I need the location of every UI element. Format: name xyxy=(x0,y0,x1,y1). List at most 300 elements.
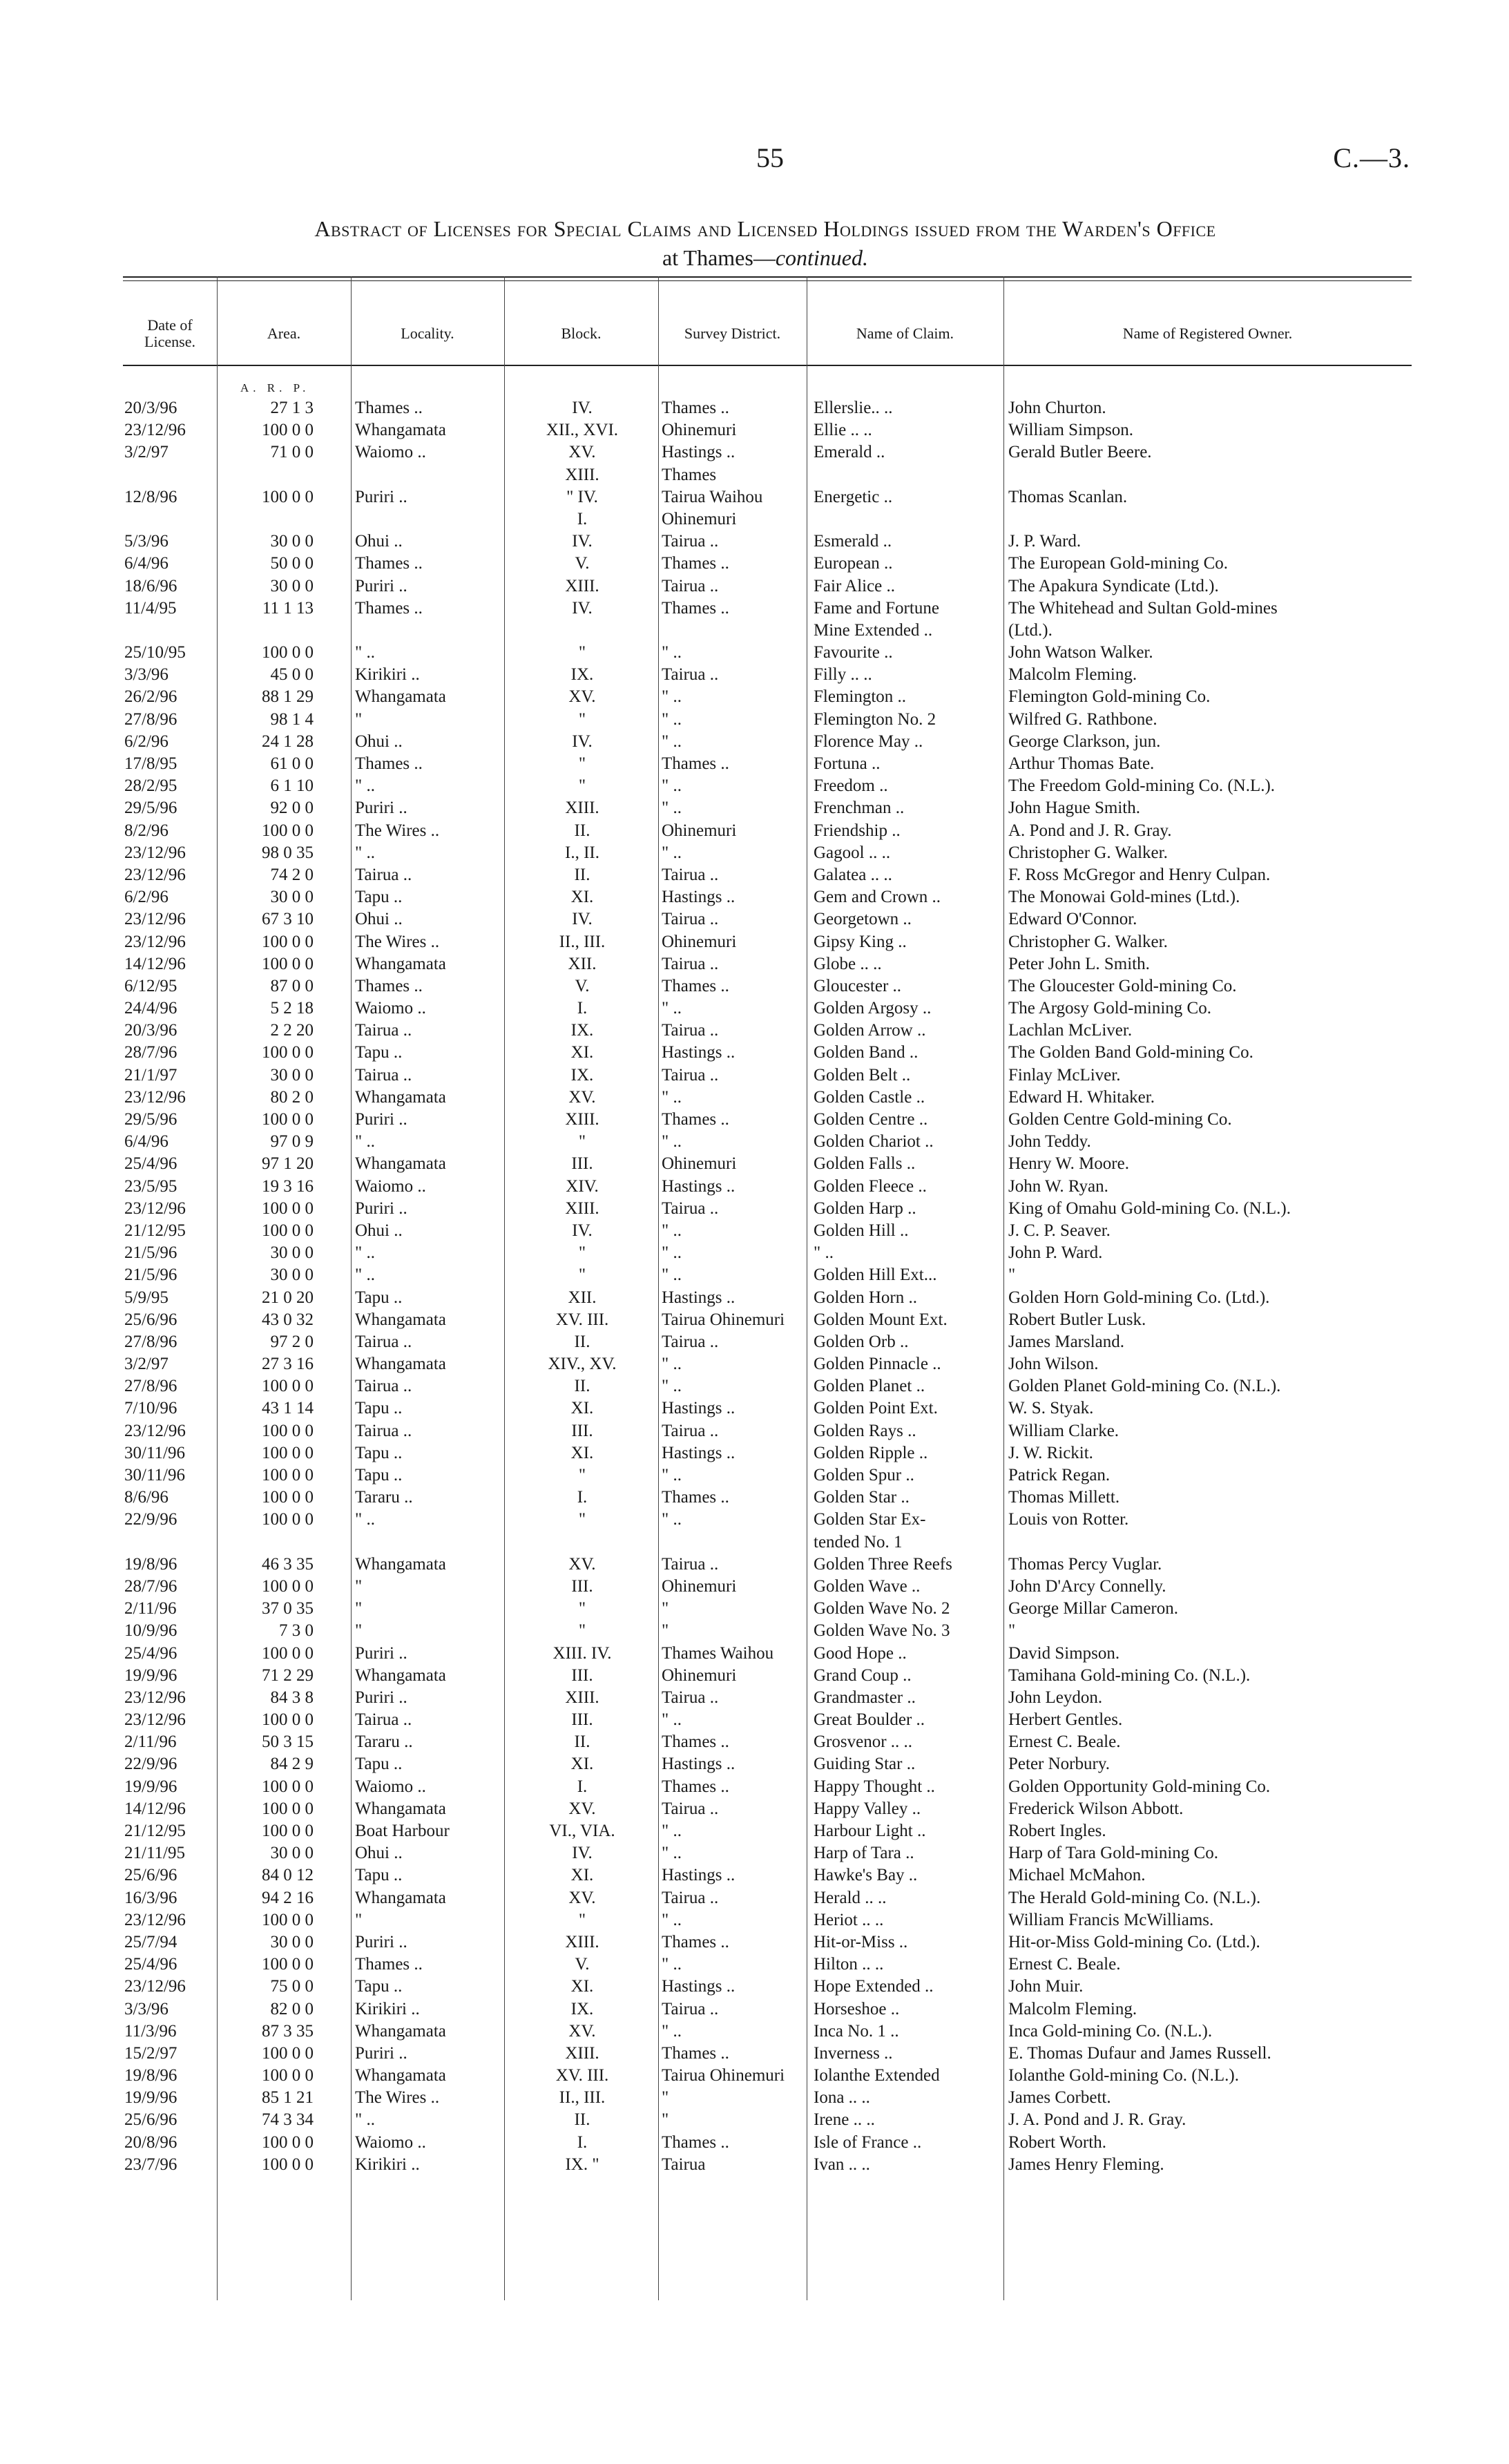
table-row xyxy=(123,1176,1412,1198)
district-cell: " .. xyxy=(662,1466,682,1484)
block-cell: IV. xyxy=(572,532,593,551)
owner-name-cell: The Argosy Gold-mining Co. xyxy=(1008,999,1211,1018)
date-cell: 12/8/96 xyxy=(124,487,177,506)
date-cell: 3/3/96 xyxy=(124,665,169,685)
area-cell: 80 2 0 xyxy=(270,1087,314,1107)
locality-cell: Tapu .. xyxy=(355,1466,403,1484)
owner-name-cell: Robert Ingles. xyxy=(1008,1822,1106,1840)
locality-cell: Puriri .. xyxy=(355,1932,407,1951)
locality-cell: " .. xyxy=(355,1510,375,1529)
block-cell: XIII. xyxy=(565,1110,599,1129)
block-cell: IV. xyxy=(572,399,593,417)
district-cell: " .. xyxy=(662,1132,682,1152)
district-cell: " .. xyxy=(662,1822,682,1840)
area-cell: 21 0 20 xyxy=(262,1288,314,1307)
table-row xyxy=(123,1442,1412,1464)
owner-name-cell: Gerald Butler Beere. xyxy=(1008,443,1152,462)
block-cell: XV. xyxy=(568,687,596,707)
table-row xyxy=(123,1220,1412,1242)
date-cell: 14/12/96 xyxy=(124,1799,186,1818)
block-cell: II. xyxy=(574,1377,590,1396)
claim-name-cell: Golden Point Ext. xyxy=(814,1399,938,1418)
owner-name-cell: Wilfred G. Rathbone. xyxy=(1008,709,1157,729)
claim-name-cell: Golden Centre .. xyxy=(814,1110,928,1129)
area-cell: 27 1 3 xyxy=(270,399,314,417)
date-cell: 21/5/96 xyxy=(124,1243,177,1263)
title-sub-line xyxy=(123,243,1407,272)
table-row xyxy=(123,797,1412,819)
claim-name-cell: Globe .. .. xyxy=(814,954,882,973)
date-cell: 11/4/95 xyxy=(124,598,177,618)
date-cell: 6/12/95 xyxy=(124,976,177,995)
date-cell: 23/12/96 xyxy=(124,421,186,440)
district-cell: " .. xyxy=(662,1355,682,1374)
date-cell: 23/12/96 xyxy=(124,1710,186,1730)
locality-cell: Thames .. xyxy=(355,399,423,417)
area-cell: 100 0 0 xyxy=(262,487,314,506)
claim-name-cell: Ivan .. .. xyxy=(814,2155,870,2174)
date-cell: 27/8/96 xyxy=(124,1332,177,1351)
district-cell: Thames .. xyxy=(662,598,729,618)
owner-name-cell: John Teddy. xyxy=(1008,1132,1091,1152)
date-cell: 19/8/96 xyxy=(124,1554,177,1574)
owner-name-cell: Malcolm Fleming. xyxy=(1008,665,1137,685)
district-cell: Thames .. xyxy=(662,399,729,417)
block-cell: II. xyxy=(574,2110,590,2130)
block-cell: " xyxy=(578,1466,586,1484)
district-cell: Tairua .. xyxy=(662,954,719,973)
date-cell: 25/6/96 xyxy=(124,1310,177,1329)
district-cell: " .. xyxy=(662,843,682,862)
district-cell: Thames .. xyxy=(662,554,729,573)
claim-name-cell: Golden Orb .. xyxy=(814,1332,909,1351)
owner-name-cell: Harp of Tara Gold-mining Co. xyxy=(1008,1844,1218,1863)
claim-name-cell: Galatea .. .. xyxy=(814,865,892,884)
district-cell: " .. xyxy=(662,1955,682,1974)
table-row xyxy=(123,620,1412,642)
district-cell: " .. xyxy=(662,999,682,1018)
claim-name-cell: Golden Arrow .. xyxy=(814,1021,926,1040)
block-cell: II., III. xyxy=(559,2088,606,2108)
date-cell: 18/6/96 xyxy=(124,576,177,595)
area-cell: 100 0 0 xyxy=(262,1777,314,1796)
area-cell: 45 0 0 xyxy=(270,665,314,685)
claim-name-cell: Fortuna .. xyxy=(814,754,881,773)
claim-name-cell: Golden Argosy .. xyxy=(814,999,932,1018)
owner-name-cell: Christopher G. Walker. xyxy=(1008,843,1168,862)
table-row xyxy=(123,2043,1412,2065)
block-cell: " xyxy=(578,776,586,796)
locality-cell: Puriri .. xyxy=(355,1643,407,1663)
claim-name-cell: Iona .. .. xyxy=(814,2088,870,2108)
owner-name-cell: Patrick Regan. xyxy=(1008,1466,1111,1484)
block-cell: XIII. xyxy=(565,2043,599,2063)
table-row xyxy=(123,842,1412,864)
district-cell: " xyxy=(662,1599,669,1618)
locality-cell: Ohui .. xyxy=(355,732,403,751)
table-row xyxy=(123,1198,1412,1220)
document-reference: C.—3. xyxy=(1333,142,1410,173)
owner-name-cell: J. A. Pond and J. R. Gray. xyxy=(1008,2110,1186,2130)
licenses-table xyxy=(123,276,1412,2300)
locality-cell: " .. xyxy=(355,643,375,662)
owner-name-cell: Golden Centre Gold-mining Co. xyxy=(1008,1110,1232,1129)
date-cell: 29/5/96 xyxy=(124,799,177,818)
district-cell: Thames .. xyxy=(662,754,729,773)
area-cell: 30 0 0 xyxy=(270,576,314,595)
area-units: A. R. P. xyxy=(240,381,310,394)
owner-name-cell: Edward O'Connor. xyxy=(1008,910,1137,929)
area-cell: 82 0 0 xyxy=(270,1999,314,2018)
locality-cell: Waiomo .. xyxy=(355,2132,426,2152)
district-cell: " .. xyxy=(662,799,682,818)
owner-name-cell: John D'Arcy Connelly. xyxy=(1008,1576,1166,1596)
table-row xyxy=(123,1309,1412,1331)
area-cell: 85 1 21 xyxy=(262,2088,314,2108)
district-cell: Ohinemuri xyxy=(662,821,737,840)
date-cell: 23/12/96 xyxy=(124,865,186,884)
district-cell: Ohinemuri xyxy=(662,1576,737,1596)
claim-name-cell: Golden Castle .. xyxy=(814,1087,925,1107)
date-cell: 21/12/95 xyxy=(124,1822,186,1840)
date-cell: 23/7/96 xyxy=(124,2155,177,2174)
block-cell: II. xyxy=(574,1332,590,1351)
claim-name-cell: Guiding Star .. xyxy=(814,1755,916,1774)
block-cell: IV. xyxy=(572,598,593,618)
locality-cell: Tairua .. xyxy=(355,865,412,884)
date-cell: 6/4/96 xyxy=(124,1132,169,1152)
area-cell: 94 2 16 xyxy=(262,1888,314,1907)
table-row xyxy=(123,997,1412,1020)
district-cell: Tairua .. xyxy=(662,1688,719,1707)
owner-name-cell: The Golden Band Gold-mining Co. xyxy=(1008,1043,1253,1062)
area-cell: 88 1 29 xyxy=(262,687,314,707)
locality-cell: Boat Harbour xyxy=(355,1822,450,1840)
area-cell: 50 3 15 xyxy=(262,1732,314,1752)
claim-name-cell: Golden Harp .. xyxy=(814,1198,916,1218)
date-cell: 5/9/95 xyxy=(124,1288,169,1307)
claim-name-cell: Golden Wave No. 2 xyxy=(814,1599,950,1618)
table-row xyxy=(123,1576,1412,1598)
date-cell: 19/9/96 xyxy=(124,1665,177,1685)
claim-name-cell: Golden Belt .. xyxy=(814,1065,911,1085)
block-cell: XV. xyxy=(568,1799,596,1818)
block-cell: I. xyxy=(577,1777,588,1796)
date-cell: 25/4/96 xyxy=(124,1643,177,1663)
owner-name-cell: James Marsland. xyxy=(1008,1332,1125,1351)
area-cell: 100 0 0 xyxy=(262,1443,314,1462)
locality-cell: Whangamata xyxy=(355,2066,446,2085)
locality-cell: Tairua .. xyxy=(355,1332,412,1351)
owner-name-cell: John Watson Walker. xyxy=(1008,643,1153,662)
table-row xyxy=(123,864,1412,886)
date-cell: 23/12/96 xyxy=(124,932,186,951)
table-row xyxy=(123,1242,1412,1264)
date-cell: 28/7/96 xyxy=(124,1576,177,1596)
locality-cell: Puriri .. xyxy=(355,1688,407,1707)
locality-cell: Tapu .. xyxy=(355,1977,403,1996)
district-cell: " .. xyxy=(662,643,682,662)
area-cell: 87 3 35 xyxy=(262,2021,314,2041)
locality-cell: Ohui .. xyxy=(355,1221,403,1240)
locality-cell: The Wires .. xyxy=(355,932,440,951)
date-cell: 23/12/96 xyxy=(124,843,186,862)
owner-name-cell: The Apakura Syndicate (Ltd.). xyxy=(1008,576,1219,595)
title-sub: at Thames— xyxy=(662,245,776,270)
district-cell: Hastings .. xyxy=(662,1288,736,1307)
table-row xyxy=(123,553,1412,575)
owner-name-cell: Thomas Scanlan. xyxy=(1008,487,1128,506)
table-row xyxy=(123,1665,1412,1687)
district-cell: Tairua .. xyxy=(662,1332,719,1351)
owner-name-cell: " xyxy=(1008,1266,1016,1285)
block-cell: I., II. xyxy=(565,843,599,862)
table-row xyxy=(123,975,1412,997)
area-cell: 100 0 0 xyxy=(262,1043,314,1062)
owner-name-cell: " xyxy=(1008,1621,1016,1641)
owner-name-cell: John Muir. xyxy=(1008,1977,1084,1996)
block-cell: III. xyxy=(571,1576,593,1596)
district-cell: Tairua .. xyxy=(662,1554,719,1574)
owner-name-cell: John Leydon. xyxy=(1008,1688,1103,1707)
area-cell: 100 0 0 xyxy=(262,421,314,440)
date-cell: 26/2/96 xyxy=(124,687,177,707)
owner-name-cell: Christopher G. Walker. xyxy=(1008,932,1168,951)
owner-name-cell: E. Thomas Dufaur and James Russell. xyxy=(1008,2043,1271,2063)
date-cell: 19/9/96 xyxy=(124,2088,177,2108)
district-cell: Tairua .. xyxy=(662,1999,719,2018)
locality-cell: Thames .. xyxy=(355,1955,423,1974)
district-cell: Thames .. xyxy=(662,1777,729,1796)
owner-name-cell: The Freedom Gold-mining Co. (N.L.). xyxy=(1008,776,1276,796)
date-cell: 17/8/95 xyxy=(124,754,177,773)
locality-cell: Tararu .. xyxy=(355,1732,413,1752)
owner-name-cell: Malcolm Fleming. xyxy=(1008,1999,1137,2018)
area-cell: 46 3 35 xyxy=(262,1554,314,1574)
district-cell: Tairua .. xyxy=(662,1198,719,1218)
owner-name-cell: King of Omahu Gold-mining Co. (N.L.). xyxy=(1008,1198,1291,1218)
locality-cell: Waiomo .. xyxy=(355,999,426,1018)
table-row xyxy=(123,598,1412,620)
owner-name-cell: Louis von Rotter. xyxy=(1008,1510,1129,1529)
area-cell: 100 0 0 xyxy=(262,2043,314,2063)
table-row xyxy=(123,1153,1412,1175)
table-row xyxy=(123,1731,1412,1753)
block-cell: XIII. xyxy=(565,799,599,818)
locality-cell: " .. xyxy=(355,2110,375,2130)
owner-name-cell: Ernest C. Beale. xyxy=(1008,1732,1121,1752)
locality-cell: Ohui .. xyxy=(355,532,403,551)
block-cell: V. xyxy=(575,976,590,995)
area-cell: 100 0 0 xyxy=(262,1955,314,1974)
claim-name-cell: Hope Extended .. xyxy=(814,1977,934,1996)
block-cell: IX. xyxy=(570,665,594,685)
block-cell: IX. xyxy=(570,1999,594,2018)
date-cell: 23/12/96 xyxy=(124,1198,186,1218)
area-cell: 19 3 16 xyxy=(262,1176,314,1196)
block-cell: I. xyxy=(577,2132,588,2152)
owner-name-cell: Golden Horn Gold-mining Co. (Ltd.). xyxy=(1008,1288,1270,1307)
title-continued: continued. xyxy=(775,245,868,270)
locality-cell: Puriri .. xyxy=(355,799,407,818)
table-row xyxy=(123,1287,1412,1309)
owner-name-cell: W. S. Styak. xyxy=(1008,1399,1094,1418)
area-cell: 97 2 0 xyxy=(270,1332,314,1351)
block-cell: I. xyxy=(577,999,588,1018)
area-cell: 98 0 35 xyxy=(262,843,314,862)
table-row xyxy=(123,2021,1412,2043)
owner-name-cell: James Corbett. xyxy=(1008,2088,1111,2108)
locality-cell: Tapu .. xyxy=(355,888,403,907)
area-cell: 100 0 0 xyxy=(262,1221,314,1240)
claim-name-cell: Golden Band .. xyxy=(814,1043,919,1062)
district-cell: Thames .. xyxy=(662,2132,729,2152)
date-cell: 19/8/96 xyxy=(124,2066,177,2085)
claim-name-cell: Irene .. .. xyxy=(814,2110,875,2130)
district-cell: Ohinemuri xyxy=(662,932,737,951)
claim-name-cell: Energetic .. xyxy=(814,487,893,506)
locality-cell: Tapu .. xyxy=(355,1288,403,1307)
area-cell: 100 0 0 xyxy=(262,1110,314,1129)
area-cell: 6 1 10 xyxy=(270,776,314,796)
table-row xyxy=(123,1954,1412,1976)
area-cell: 84 3 8 xyxy=(270,1688,314,1707)
claim-name-cell: Inverness .. xyxy=(814,2043,893,2063)
date-cell: 3/3/96 xyxy=(124,1999,169,2018)
date-cell: 25/7/94 xyxy=(124,1932,177,1951)
owner-name-cell: Robert Butler Lusk. xyxy=(1008,1310,1146,1329)
table-row xyxy=(123,1331,1412,1353)
table-row xyxy=(123,753,1412,775)
table-top-rule-thin xyxy=(123,280,1412,281)
district-cell: Ohinemuri xyxy=(662,421,737,440)
locality-cell: Ohui .. xyxy=(355,910,403,929)
date-cell: 8/2/96 xyxy=(124,821,169,840)
block-cell: " xyxy=(578,1910,586,1929)
area-cell: 67 3 10 xyxy=(262,910,314,929)
block-cell: XV. III. xyxy=(555,1310,609,1329)
claim-name-cell: Great Boulder .. xyxy=(814,1710,925,1730)
claim-name-cell: Heriot .. .. xyxy=(814,1910,884,1929)
claim-name-cell: Happy Valley .. xyxy=(814,1799,921,1818)
area-cell: 50 0 0 xyxy=(270,554,314,573)
owner-name-cell: John P. Ward. xyxy=(1008,1243,1103,1263)
header-date: Date of License. xyxy=(144,316,195,350)
table-row xyxy=(123,931,1412,953)
block-cell: XII., XVI. xyxy=(546,421,619,440)
owner-name-cell: The Monowai Gold-mines (Ltd.). xyxy=(1008,888,1240,907)
district-cell: Hastings .. xyxy=(662,888,736,907)
area-cell: 37 0 35 xyxy=(262,1599,314,1618)
owner-name-cell: James Henry Fleming. xyxy=(1008,2155,1164,2174)
claim-name-cell: Filly .. .. xyxy=(814,665,872,685)
district-cell: Tairua .. xyxy=(662,1799,719,1818)
date-cell: 23/12/96 xyxy=(124,1087,186,1107)
owner-name-cell: Flemington Gold-mining Co. xyxy=(1008,687,1211,707)
owner-name-cell: Thomas Percy Vuglar. xyxy=(1008,1554,1162,1574)
locality-cell: The Wires .. xyxy=(355,821,440,840)
table-row xyxy=(123,1887,1412,1909)
table-top-rule xyxy=(123,276,1412,278)
owner-name-cell: (Ltd.). xyxy=(1008,620,1053,640)
table-row xyxy=(123,1509,1412,1531)
date-cell: 20/3/96 xyxy=(124,1021,177,1040)
locality-cell: Whangamata xyxy=(355,1799,446,1818)
table-row xyxy=(123,575,1412,598)
table-row xyxy=(123,1397,1412,1420)
claim-name-cell: Gagool .. .. xyxy=(814,843,891,862)
page-number: 55 xyxy=(756,142,784,173)
district-cell: Ohinemuri xyxy=(662,1665,737,1685)
block-cell: III. xyxy=(571,1665,593,1685)
district-cell: Thames Waihou xyxy=(662,1643,774,1663)
table-row xyxy=(123,1420,1412,1442)
area-cell: 75 0 0 xyxy=(270,1977,314,1996)
district-cell: " .. xyxy=(662,1243,682,1263)
date-cell: 25/6/96 xyxy=(124,2110,177,2130)
district-cell: " .. xyxy=(662,1710,682,1730)
date-cell: 30/11/96 xyxy=(124,1466,185,1484)
block-cell: I. xyxy=(577,1488,588,1507)
block-cell: XIII. xyxy=(565,576,599,595)
area-cell: 100 0 0 xyxy=(262,2132,314,2152)
block-cell: XIII. IV. xyxy=(552,1643,612,1663)
owner-name-cell: Peter John L. Smith. xyxy=(1008,954,1150,973)
table-row xyxy=(123,1776,1412,1798)
district-cell: Tairua .. xyxy=(662,1888,719,1907)
area-cell: 30 0 0 xyxy=(270,1243,314,1263)
area-cell: 71 0 0 xyxy=(270,443,314,462)
block-cell: III. xyxy=(571,1710,593,1730)
table-row xyxy=(123,2065,1412,2087)
table-row xyxy=(123,1798,1412,1820)
area-cell: 5 2 18 xyxy=(270,999,314,1018)
owner-name-cell: William Simpson. xyxy=(1008,421,1133,440)
owner-name-cell: Thomas Millett. xyxy=(1008,1488,1120,1507)
owner-name-cell: Michael McMahon. xyxy=(1008,1866,1146,1885)
block-cell: IV. xyxy=(572,910,593,929)
district-cell: " .. xyxy=(662,1844,682,1863)
table-row xyxy=(123,1998,1412,2021)
block-cell: III. xyxy=(571,1154,593,1174)
owner-name-cell: Herbert Gentles. xyxy=(1008,1710,1123,1730)
locality-cell: Kirikiri .. xyxy=(355,1999,420,2018)
claim-name-cell: Mine Extended .. xyxy=(814,620,933,640)
block-cell: XV. xyxy=(568,1554,596,1574)
locality-cell: Whangamata xyxy=(355,1554,446,1574)
owner-name-cell: Peter Norbury. xyxy=(1008,1755,1110,1774)
locality-cell: " xyxy=(355,1621,363,1641)
claim-name-cell: Happy Thought .. xyxy=(814,1777,935,1796)
owner-name-cell: John Churton. xyxy=(1008,399,1106,417)
district-cell: Hastings .. xyxy=(662,443,736,462)
claim-name-cell: Golden Wave .. xyxy=(814,1576,921,1596)
block-cell: XIII. xyxy=(565,1198,599,1218)
date-cell: 8/6/96 xyxy=(124,1488,169,1507)
owner-name-cell: Frederick Wilson Abbott. xyxy=(1008,1799,1184,1818)
district-cell: Thames .. xyxy=(662,1488,729,1507)
table-row xyxy=(123,1753,1412,1775)
date-cell: 23/5/95 xyxy=(124,1176,177,1196)
table-row xyxy=(123,1487,1412,1509)
area-cell: 2 2 20 xyxy=(270,1021,314,1040)
district-cell: Tairua Ohinemuri xyxy=(662,2066,785,2085)
date-cell: 23/12/96 xyxy=(124,910,186,929)
block-cell: II. xyxy=(574,865,590,884)
area-cell: 100 0 0 xyxy=(262,2066,314,2085)
district-cell: " .. xyxy=(662,687,682,707)
area-cell: 30 0 0 xyxy=(270,888,314,907)
